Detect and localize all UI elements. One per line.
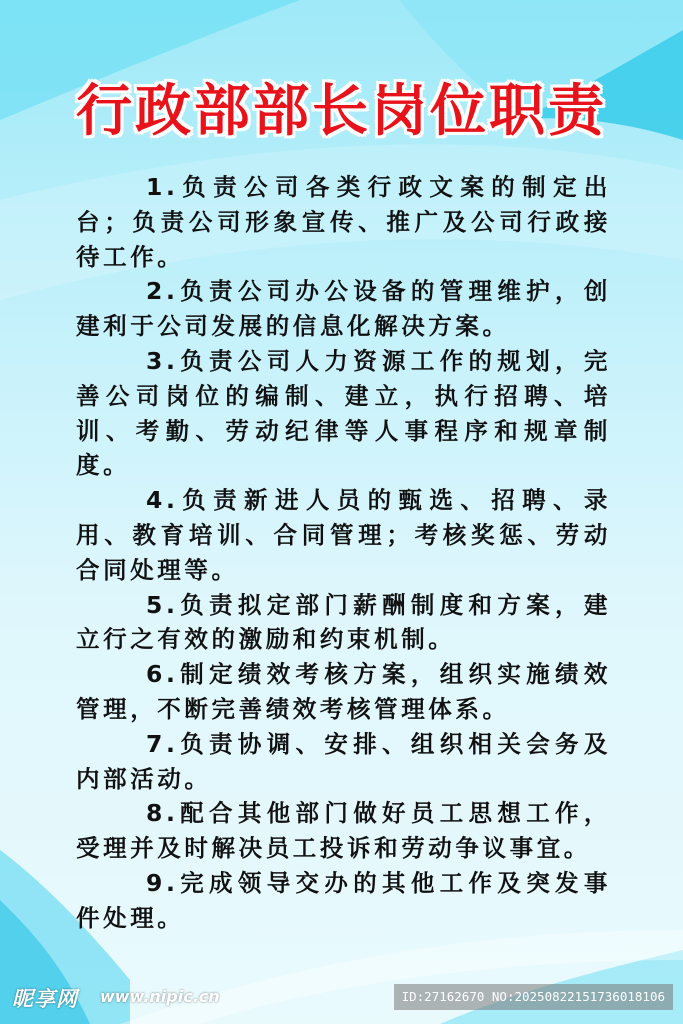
duty-item-7: 7.负责协调、安排、组织相关会务及内部活动。 <box>76 729 611 793</box>
duties-list <box>76 170 611 936</box>
duty-item-9: 9.完成领导交办的其他工作及突发事件处理。 <box>76 868 611 932</box>
duty-item-2: 2.负责公司办公设备的管理维护，创建利于公司发展的信息化解决方案。 <box>76 277 611 341</box>
duty-item-3: 3.负责公司人力资源工作的规划，完善公司岗位的编制、建立，执行招聘、培训、考勤、劳动纪律等人事程序和规章制度。 <box>76 346 611 480</box>
duty-item-1: 1.负责公司各类行政文案的制定出台；负责公司形象宣传、推广及公司行政接待工作。 <box>76 173 611 271</box>
poster-title: 行政部部长岗位职责 <box>76 79 607 144</box>
duty-item-4: 4.负责新进人员的甄选、招聘、录用、教育培训、合同管理；考核奖惩、劳动合同处理等。 <box>76 486 611 584</box>
duty-item-8: 8.配合其他部门做好员工思想工作，受理并及时解决员工投诉和劳动争议事宜。 <box>76 799 611 863</box>
watermark-url: www.nipic.cn <box>100 987 220 1006</box>
duty-item-5: 5.负责拟定部门薪酬制度和方案，建立行之有效的激励和约束机制。 <box>76 590 611 654</box>
watermark-logo: 昵享网 <box>12 987 78 1011</box>
duty-item-6: 6.制定绩效考核方案，组织实施绩效管理，不断完善绩效考核管理体系。 <box>76 660 611 723</box>
watermark-id: ID:27162670 NO:20250822151736018106 <box>394 984 673 1010</box>
